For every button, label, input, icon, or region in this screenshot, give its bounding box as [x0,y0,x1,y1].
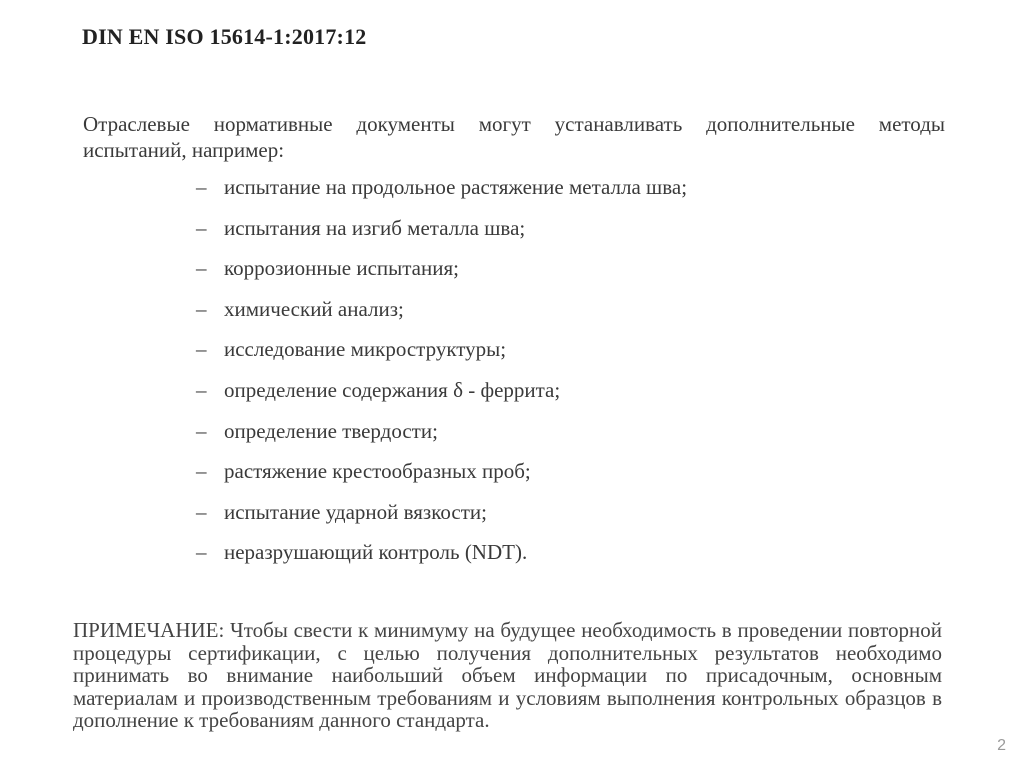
intro-paragraph [83,111,945,163]
list-item [196,492,687,533]
list-item-text: химический анализ; [224,296,404,321]
list-item-text: исследование микроструктуры; [224,337,507,362]
dash-marker: – [196,175,207,199]
dash-marker: – [196,499,207,524]
list-item [196,208,687,249]
dash-marker: – [196,459,207,484]
list-item [196,451,687,492]
dash-marker: – [196,256,207,281]
dash-marker: – [196,337,207,362]
list-item-text: испытания на изгиб металла шва; [224,215,526,240]
list-item [196,532,687,573]
list-item-text: растяжение крестообразных проб; [224,459,531,484]
dash-marker: – [196,215,207,240]
dash-marker: – [196,540,207,565]
list-item-text: определение твердости; [224,418,438,443]
list-item [196,289,687,330]
list-item [196,329,687,370]
list-item-text: испытание ударной вязкости; [224,499,487,524]
list-item [196,411,687,452]
intro-line-1: Отраслевые нормативные документы могут устанавливать дополнительные методы [83,112,945,136]
page-number: 2 [997,737,1006,754]
list-item-text: испытание на продольное растяжение металла шва; [224,175,688,199]
list-item [196,248,687,289]
list-item [196,167,687,208]
list-item-text: коррозионные испытания; [224,256,459,281]
list-item [196,370,687,411]
list-item-text: неразрушающий контроль (NDT). [224,540,528,565]
dash-marker: – [196,377,207,402]
test-methods-list [196,167,687,573]
list-item-text: определение содержания δ - феррита; [224,377,561,402]
note-paragraph: ПРИМЕЧАНИЕ: Чтобы свести к минимуму на будущее необходимость в проведении повторной процедуры сертификации, с целью получения дополнительных результатов необходимо принимать во внимание наибольший объем информации по присадочным, основным материалам и производственным требованиям и условиям выполнения контрольных образцов в дополнение к требованиям данного стандарта. [73,618,942,733]
dash-marker: – [196,296,207,321]
document-title: DIN EN ISO 15614-1:2017:12 [82,24,367,49]
dash-marker: – [196,418,207,443]
intro-line-2: испытаний, например: [83,138,285,162]
